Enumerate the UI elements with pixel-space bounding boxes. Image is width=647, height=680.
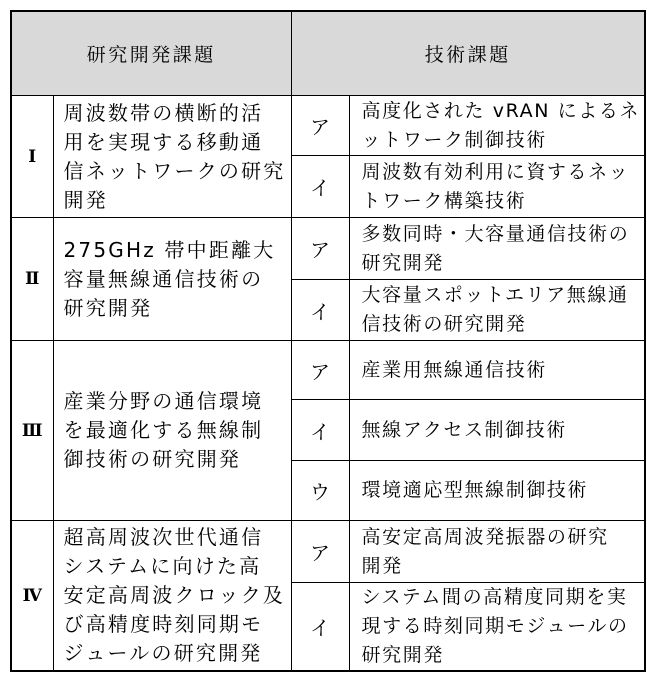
- research-topic-title: 周波数帯の横断的活 用を実現する移動通 信ネットワークの研究 開発: [53, 96, 291, 218]
- technical-task-text: 高度化された vRAN によるネ ットワーク制御技術: [349, 96, 645, 156]
- research-topic-title: 産業分野の通信環境 を最適化する無線制 御技術の研究開発: [53, 341, 291, 521]
- table-row: [11, 96, 645, 156]
- technical-task-text: システム間の高精度同期を実 現する時刻同期モジュールの 研究開発: [349, 583, 645, 672]
- table-row: [11, 521, 645, 583]
- topic-numeral: Ⅳ: [11, 521, 53, 672]
- topic-numeral: Ⅲ: [11, 341, 53, 521]
- topic-numeral: Ⅰ: [11, 96, 53, 218]
- table-row: [11, 218, 645, 280]
- technical-task-text: 大容量スポットエリア無線通 信技術の研究開発: [349, 280, 645, 341]
- technical-task-text: 産業用無線通信技術: [349, 341, 645, 400]
- technical-task-text: 無線アクセス制御技術: [349, 400, 645, 461]
- header-technical-issue: 技術課題: [291, 11, 645, 96]
- task-label: ア: [291, 521, 349, 583]
- task-label: ア: [291, 341, 349, 400]
- header-row: [11, 11, 645, 96]
- table-row: [11, 341, 645, 400]
- technical-task-text: 多数同時・大容量通信技術の 研究開発: [349, 218, 645, 280]
- task-label: イ: [291, 280, 349, 341]
- task-label: イ: [291, 156, 349, 218]
- research-topics-table: [10, 10, 646, 672]
- research-topic-title: 275GHz 帯中距離大 容量無線通信技術の 研究開発: [53, 218, 291, 341]
- technical-task-text: 周波数有効利用に資するネッ トワーク構築技術: [349, 156, 645, 218]
- task-label: ア: [291, 96, 349, 156]
- technical-task-text: 環境適応型無線制御技術: [349, 461, 645, 521]
- technical-task-text: 高安定高周波発振器の研究 開発: [349, 521, 645, 583]
- header-research-topic: 研究開発課題: [11, 11, 291, 96]
- task-label: ア: [291, 218, 349, 280]
- task-label: イ: [291, 400, 349, 461]
- research-topic-title: 超高周波次世代通信 システムに向けた高 安定高周波クロック及 び高精度時刻同期モ ジュールの研究開発: [53, 521, 291, 672]
- table-body: [11, 11, 645, 671]
- topic-numeral: Ⅱ: [11, 218, 53, 341]
- task-label: ウ: [291, 461, 349, 521]
- task-label: イ: [291, 583, 349, 672]
